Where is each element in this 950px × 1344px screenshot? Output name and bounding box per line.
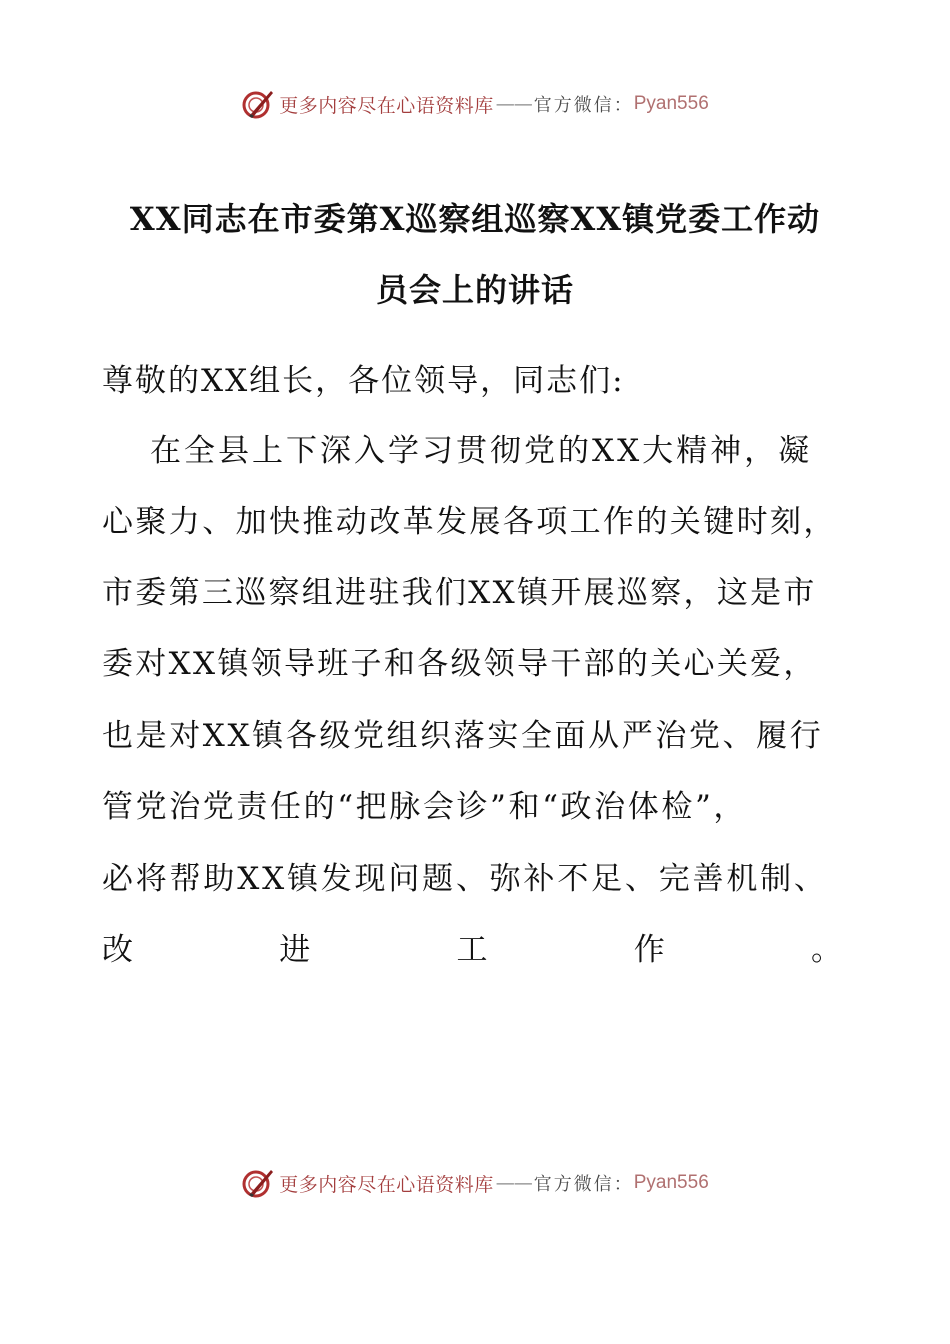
banner-site-text: 更多内容尽在心语资料库 bbox=[279, 94, 494, 117]
paragraph-line: 市委第三巡察组进驻我们XX镇开展巡察，这是市 bbox=[102, 575, 817, 611]
banner-wechat-id: Pyan556 bbox=[633, 93, 709, 114]
last-line-char: 。 bbox=[811, 932, 842, 968]
header-banner bbox=[0, 84, 950, 124]
paragraph-line: 心聚力、加快推动改革发展各项工作的关键时刻， bbox=[102, 504, 837, 540]
banner-wechat-id: Pyan556 bbox=[633, 1172, 709, 1193]
paragraph-line: 在全县上下深入学习贯彻党的XX大精神，凝 bbox=[150, 433, 813, 469]
paragraph-line: 管党治党责任的“把脉会诊”和“政治体检”， bbox=[102, 789, 747, 825]
pen-logo-icon bbox=[241, 87, 275, 121]
greeting: 尊敬的XX组长，各位领导，同志们: bbox=[102, 363, 625, 399]
last-line-char: 进 bbox=[279, 932, 311, 968]
paragraph-line: 也是对XX镇各级党组织落实全面从严治党、履行 bbox=[102, 718, 824, 754]
paragraph-line: 必将帮助XX镇发现问题、弥补不足、完善机制、 bbox=[102, 861, 828, 897]
last-line-char: 改 bbox=[102, 932, 133, 968]
banner-dash: —— bbox=[495, 93, 532, 115]
last-line-char: 工 bbox=[456, 932, 488, 968]
footer-banner bbox=[0, 1163, 950, 1203]
banner-label: 官方微信： bbox=[533, 1174, 634, 1195]
paragraph-line: 委对XX镇领导班子和各级领导干部的关心关爱， bbox=[102, 646, 817, 682]
paragraph-last-line bbox=[102, 930, 842, 970]
document-title-line-2: 员会上的讲话 bbox=[375, 271, 574, 309]
last-line-char: 作 bbox=[633, 932, 665, 968]
pen-logo-icon bbox=[241, 1166, 275, 1200]
banner-label: 官方微信： bbox=[533, 95, 634, 116]
banner-site-text: 更多内容尽在心语资料库 bbox=[279, 1173, 494, 1196]
document-title-line-1: XX同志在市委第X巡察组巡察XX镇党委工作动 bbox=[129, 200, 821, 238]
banner-dash: —— bbox=[495, 1172, 532, 1194]
